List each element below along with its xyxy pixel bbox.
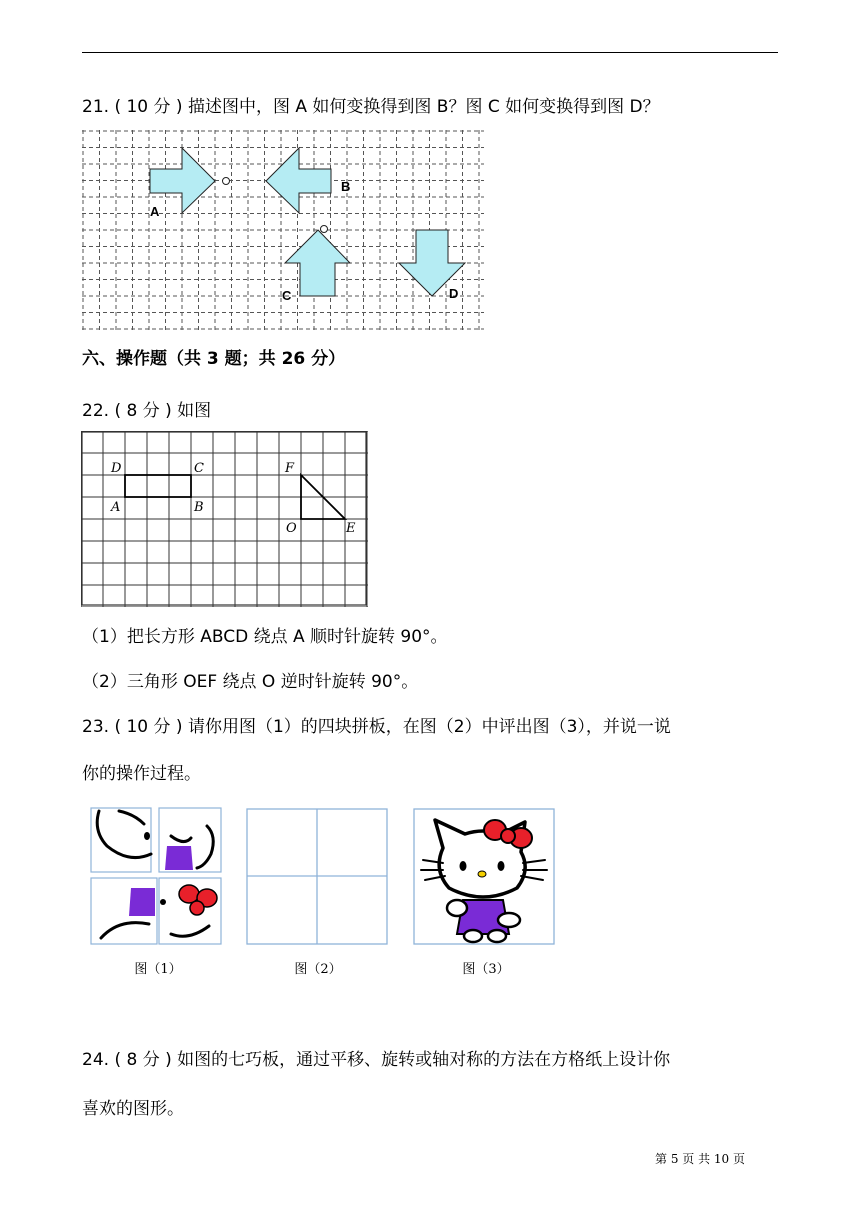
label-f: F xyxy=(285,461,295,476)
puzzle-pieces-figure xyxy=(89,806,223,946)
label-o: O xyxy=(286,521,297,536)
question-24-line2: 喜欢的图形。 xyxy=(82,1099,184,1119)
label-d: D xyxy=(449,286,459,301)
label-b: B xyxy=(341,179,351,194)
hello-kitty-figure xyxy=(413,808,555,946)
section-6-heading: 六、操作题（共 3 题；共 26 分） xyxy=(82,349,346,369)
question-24-line1: 24. ( 8 分 ) 如图的七巧板，通过平移、旋转或轴对称的方法在方格纸上设计你 xyxy=(82,1050,671,1070)
question-21-text: 21. ( 10 分 ) 描述图中，图 A 如何变换得到图 B？图 C 如何变换得到图 D？ xyxy=(82,97,660,117)
arrow-figure-c xyxy=(285,230,350,296)
question-22-sub1: （1）把长方形 ABCD 绕点 A 顺时针旋转 90°。 xyxy=(82,627,448,647)
question-23-line2: 你的操作过程。 xyxy=(82,764,201,784)
question-22-text: 22. ( 8 分 ) 如图 xyxy=(82,401,212,421)
empty-board-figure xyxy=(246,808,389,946)
label-d: D xyxy=(111,461,122,476)
arrow-figure-b xyxy=(266,148,331,213)
label-e: E xyxy=(346,521,356,536)
q21-arrow-grid-figure xyxy=(82,130,484,330)
caption-figure-3: 图（3） xyxy=(462,962,510,977)
caption-figure-1: 图（1） xyxy=(134,962,182,977)
header-rule xyxy=(82,52,778,53)
label-c: C xyxy=(194,461,204,476)
question-22-sub2: （2）三角形 OEF 绕点 O 逆时针旋转 90°。 xyxy=(82,672,419,692)
question-23-line1: 23. ( 10 分 ) 请你用图（1）的四块拼板，在图（2）中评出图（3），并说一说 xyxy=(82,717,671,737)
arrow-figure-a xyxy=(150,148,215,213)
caption-figure-2: 图（2） xyxy=(294,962,342,977)
rectangle-abcd xyxy=(125,475,191,497)
point-o-marker-2 xyxy=(321,226,328,233)
label-c: C xyxy=(282,288,292,303)
point-o-marker-1 xyxy=(223,178,230,185)
q22-grid-figure xyxy=(81,431,368,607)
page-footer: 第 5 页 共 10 页 xyxy=(655,1152,745,1166)
label-a: A xyxy=(150,204,160,219)
label-b: B xyxy=(194,500,204,515)
label-a: A xyxy=(111,500,121,515)
